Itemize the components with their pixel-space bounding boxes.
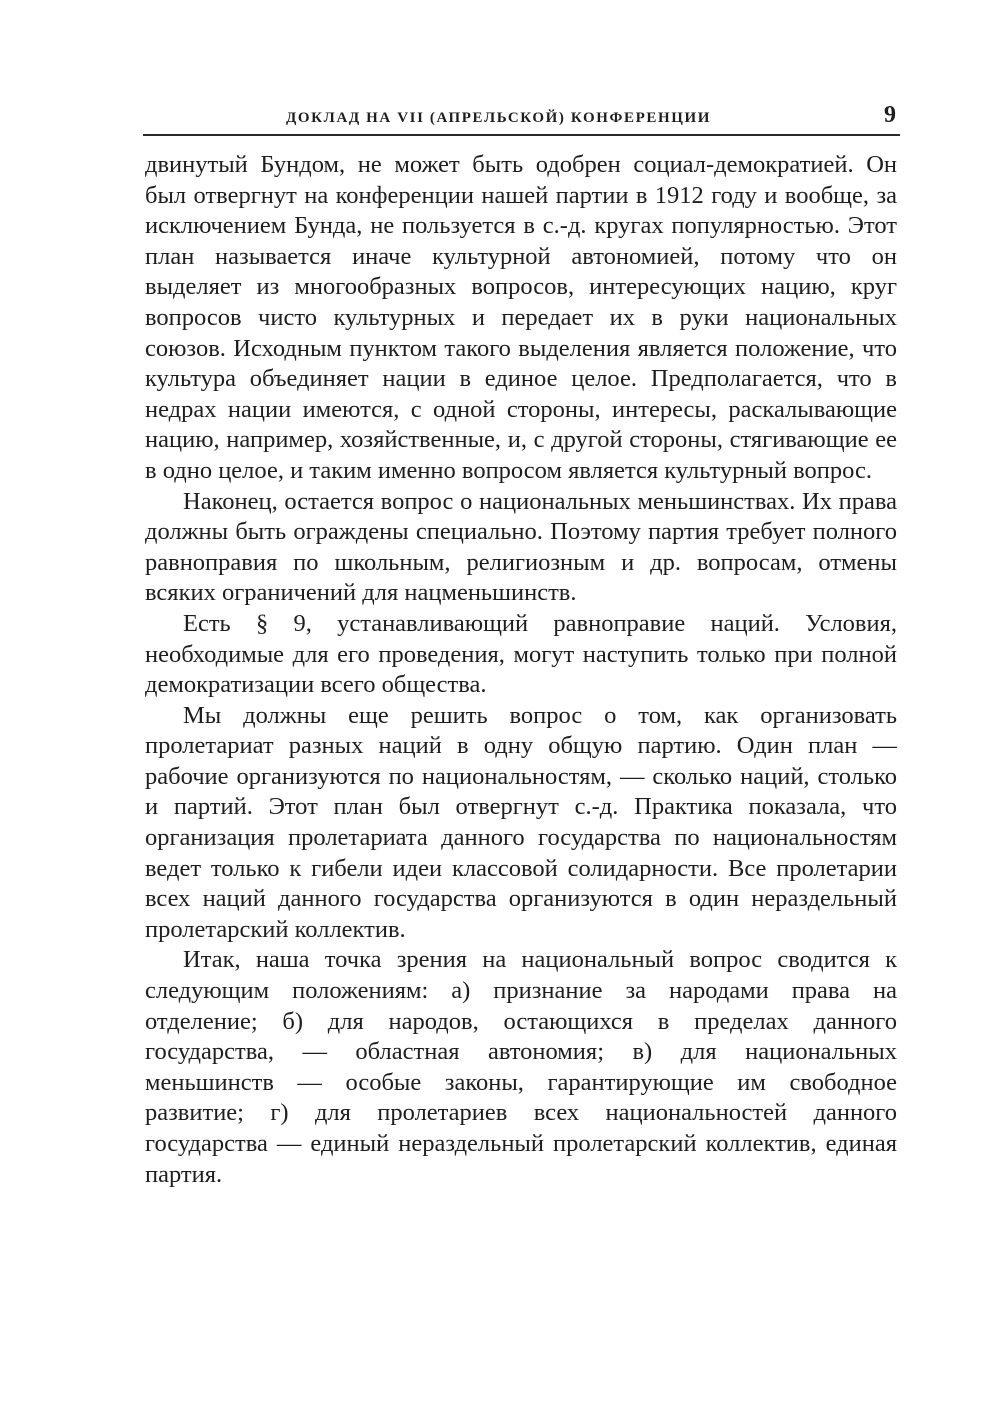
paragraph-2: Наконец, остается вопрос о национальных меньшинствах. Их права должны быть ограждены специально. Поэтому партия требует полного равноправия по школьным, религиозным и др. вопросам, отмены всяких ограничений для нацменьшинств. — [145, 487, 897, 607]
running-header — [143, 104, 900, 136]
body-text — [145, 150, 897, 1190]
paragraph-4: Мы должны еще решить вопрос о том, как организовать пролетариат разных наций в одну общую партию. Один план — рабочие организуются по национальностям, — сколько наций, столько и партий. Этот план был отвергнут с.-д. Практика показала, что организация пролетариата данного государства по национальностям ведет только к гибели идеи классовой солидарности. Все пролетарии всех наций данного государства организуются в один нераздельный пролетарский коллектив. — [145, 701, 897, 943]
paragraph-5: Итак, наша точка зрения на национальный вопрос сводится к следующим положениям: а) признание за народами права на отделение; б) для народов, остающихся в пределах данного государства, — областная автономия; в) для национальных меньшинств — особые законы, гарантирующие им свободное развитие; г) для пролетариев всех национальностей данного государства — единый нераздельный пролетарский коллектив, единая партия. — [145, 946, 897, 1188]
page-number: 9 — [884, 102, 896, 128]
paragraph-1: двинутый Бундом, не может быть одобрен социал-демократией. Он был отвергнут на конференции нашей партии в 1912 году и вообще, за исключением Бунда, не пользуется в с.-д. кругах популярностью. Этот план называется иначе культурной автономией, потому что он выделяет из многообразных вопросов, интересующих нацию, круг вопросов чисто культурных и передает их в руки национальных союзов. Исходным пунктом такого выделения является положение, что культура объединяет нации в единое целое. Предполагается, что в недрах нации имеются, с одной стороны, интересы, раскалывающие нацию, например, хозяйственные, и, с другой стороны, стягивающие ее в одно целое, и таким именно вопросом является культурный вопрос. — [145, 151, 897, 484]
running-title: ДОКЛАД НА VII (АПРЕЛЬСКОЙ) КОНФЕРЕНЦИИ — [286, 110, 712, 126]
paragraph-3: Есть § 9, устанавливающий равноправие наций. Условия, необходимые для его проведения, могут наступить только при полной демократизации всего общества. — [145, 609, 897, 699]
